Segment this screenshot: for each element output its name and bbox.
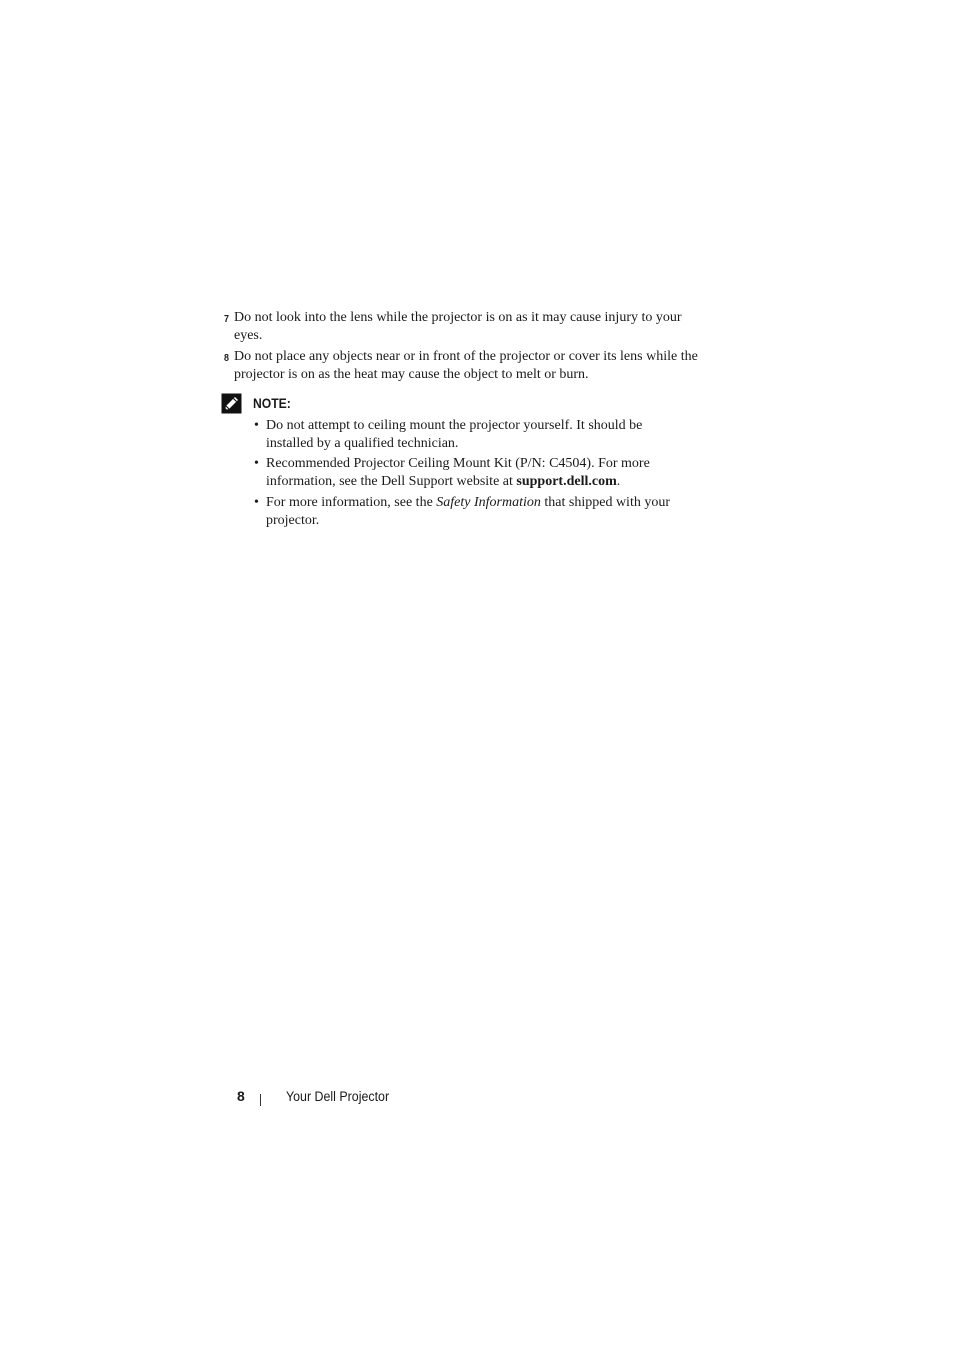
bullet-dot: • [254,495,259,510]
bullet-text-suffix: . [616,474,621,489]
bullet-text-line: installed by a qualified technician. [266,436,459,451]
bullet-text-line [254,473,694,491]
bullet-text-prefix: For more information, see the [266,495,437,510]
bullet-text-line: Do not attempt to ceiling mount the projector yourself. It should be [266,418,643,433]
footer-section-title: Your Dell Projector [286,1089,390,1104]
bullet-dot: • [254,456,259,471]
pencil-note-icon [221,393,242,414]
note-label: NOTE: [253,395,291,411]
numbered-item-8 [224,348,714,384]
page-number: 8 [237,1088,245,1104]
bullet-dot: • [254,418,259,433]
bullet-text-prefix: information, see the Dell Support website at [266,474,517,489]
note-header [221,392,295,414]
numbered-item-7 [224,309,714,345]
bullet-text-suffix: that shipped with your [540,495,671,510]
note-bullet-mount-kit [254,455,694,491]
note-bullet-safety-info [254,494,694,530]
footer-divider [260,1094,261,1106]
bullet-text-line: projector. [266,513,320,528]
bullet-text-line: Recommended Projector Ceiling Mount Kit (P/N: C4504). For more [266,456,650,471]
item-text-line: eyes. [234,328,263,343]
item-number: 8 [224,352,229,364]
item-text-line: projector is on as the heat may cause the object to melt or burn. [234,367,589,382]
safety-information-title: Safety Information [436,495,541,510]
item-text-line: Do not look into the lens while the projector is on as it may cause injury to your [234,310,682,325]
note-bullet-ceiling-mount [254,417,694,453]
item-text-line: Do not place any objects near or in front of the projector or cover its lens while the [234,349,698,364]
item-number: 7 [224,313,229,325]
support-link[interactable]: support.dell.com [516,474,617,489]
bullet-text-line [254,494,694,512]
